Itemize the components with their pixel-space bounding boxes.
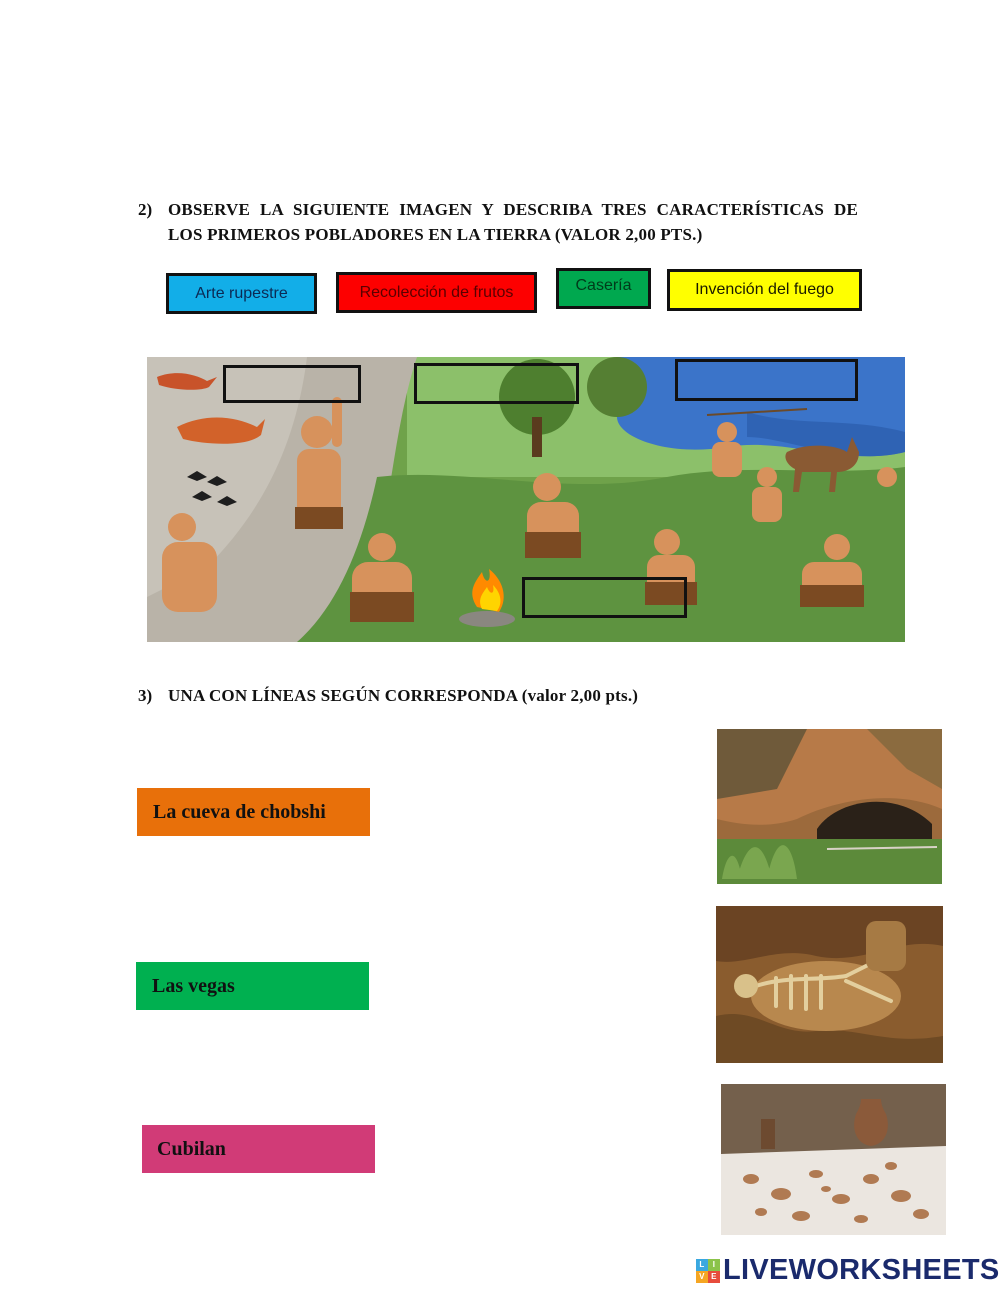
question-3-text: UNA CON LÍNEAS SEGÚN CORRESPONDA (valor 2,00 pts.) [168, 686, 639, 705]
place-label-las-vegas[interactable] [136, 962, 369, 1010]
logo-letter: I [708, 1259, 720, 1271]
question-2-line-2: LOS PRIMEROS POBLADORES EN LA TIERRA (VALOR 2,00 PTS.) [168, 225, 703, 244]
liveworksheets-icon [696, 1259, 720, 1283]
drop-zone-4[interactable] [522, 577, 687, 618]
place-label-la-cueva-de-chobshi[interactable] [137, 788, 370, 836]
place-label-cubilan[interactable] [142, 1125, 375, 1173]
chip-invencion-del-fuego[interactable] [667, 269, 862, 311]
chip-label: Arte rupestre [195, 284, 288, 302]
drop-zone-2[interactable] [414, 363, 579, 404]
cave-photo[interactable] [717, 729, 942, 884]
chip-label: Invención del fuego [695, 281, 834, 298]
question-2-line-1: OBSERVE LA SIGUIENTE IMAGEN Y DESCRIBA TRES CARACTERÍSTICAS DE [168, 200, 858, 219]
brand-name: LIVEWORKSHEETS [723, 1254, 1000, 1286]
place-label-text: La cueva de chobshi [153, 800, 326, 823]
liveworksheets-logo [696, 1254, 1000, 1287]
logo-letter: L [696, 1259, 708, 1271]
logo-letter: V [696, 1271, 708, 1283]
place-label-text: Las vegas [152, 974, 235, 997]
question-2-number: 2) [138, 200, 153, 219]
chip-recoleccion-de-frutos[interactable] [336, 272, 537, 313]
chip-arte-rupestre[interactable] [166, 273, 317, 314]
chip-label: Casería [575, 276, 632, 294]
drop-zone-1[interactable] [223, 365, 361, 403]
drop-zone-3[interactable] [675, 359, 858, 401]
place-label-text: Cubilan [157, 1137, 226, 1160]
skeleton-burial-photo[interactable] [716, 906, 943, 1063]
question-3-number: 3) [138, 686, 153, 705]
chip-caseria[interactable] [556, 268, 651, 309]
logo-letter: E [708, 1271, 720, 1283]
artifacts-display-photo[interactable] [721, 1084, 946, 1235]
chip-label: Recolección de frutos [359, 283, 514, 301]
